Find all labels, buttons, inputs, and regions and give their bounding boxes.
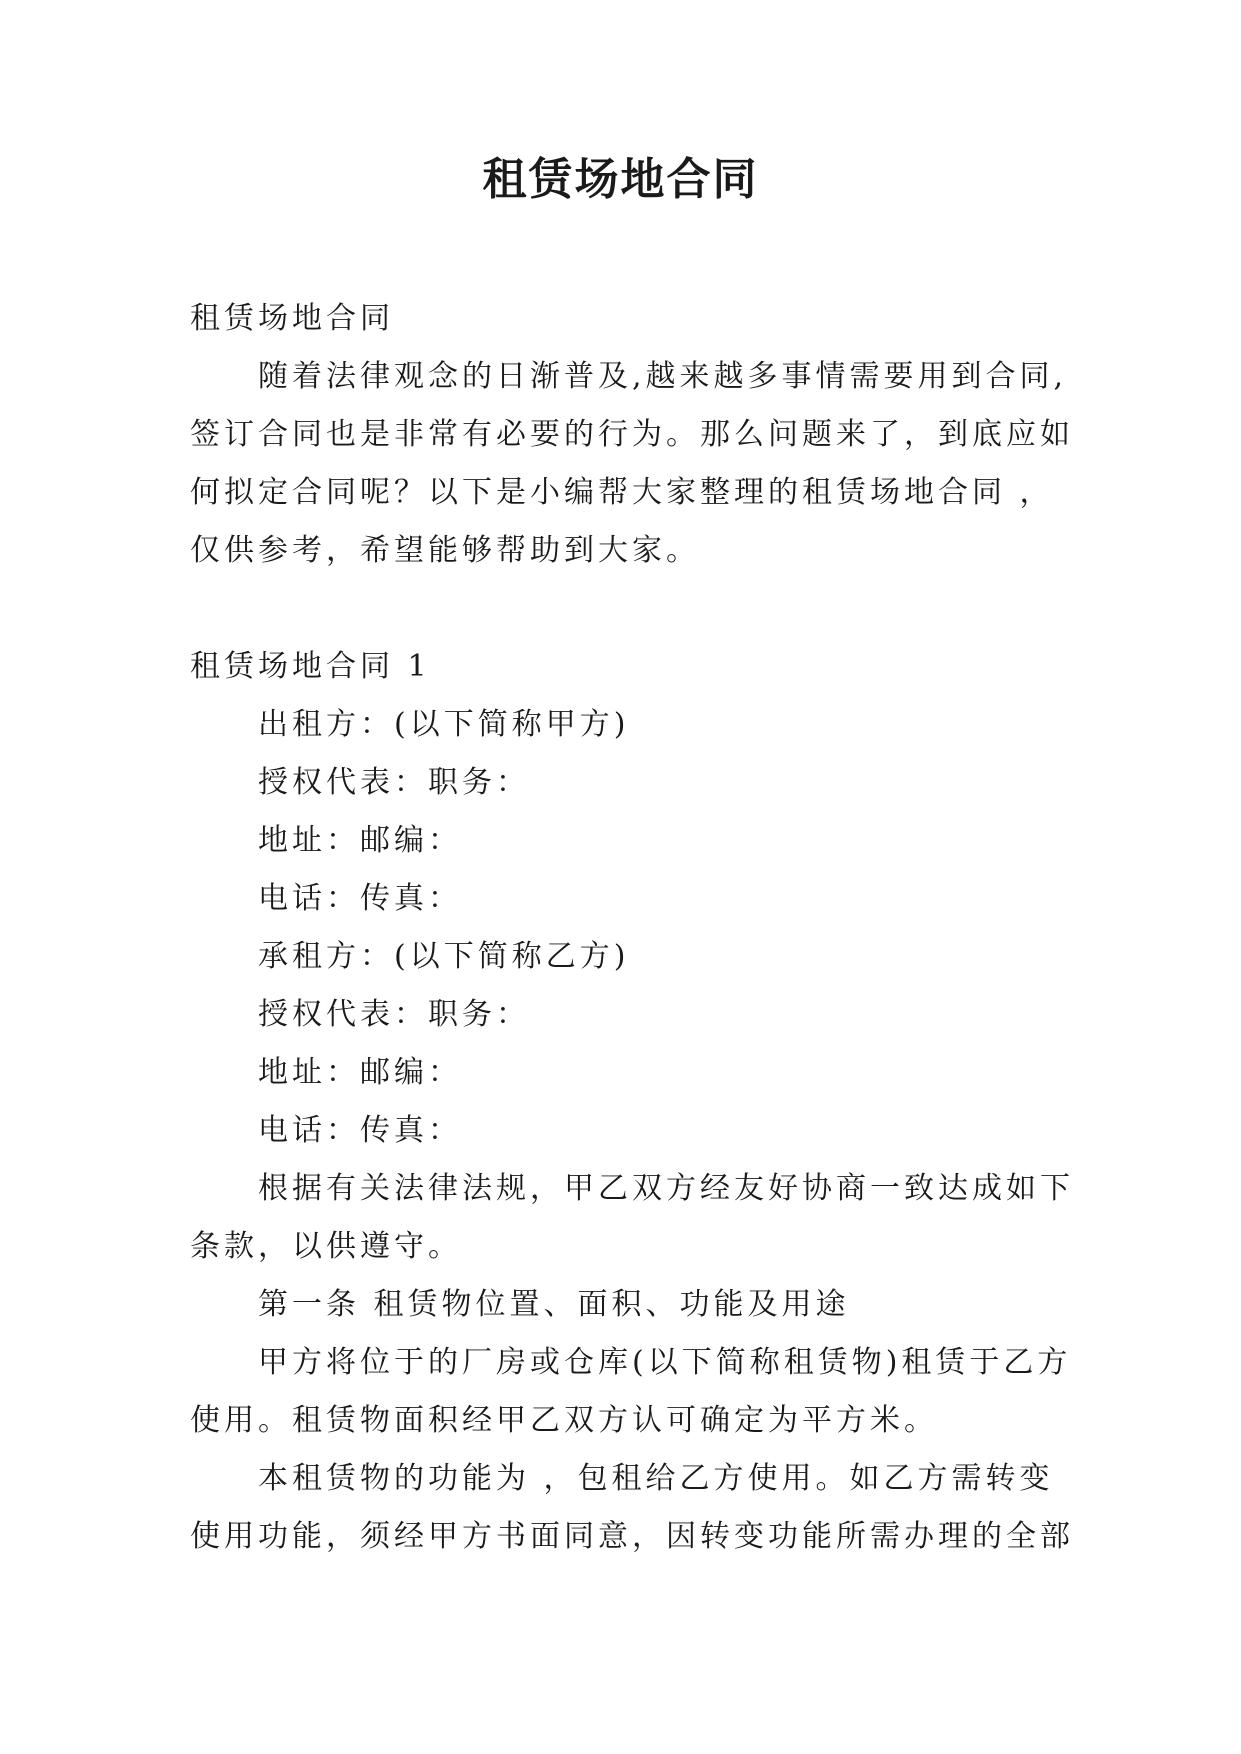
lessee-line: 承租方：(以下简称乙方) bbox=[258, 939, 630, 974]
lessor-representative-line: 授权代表：职务： bbox=[258, 765, 530, 800]
document-title: 租赁场地合同 bbox=[482, 154, 759, 205]
contract-heading: 租赁场地合同 1 bbox=[190, 649, 431, 684]
article-1-paragraph-1-line-2: 使用。租赁物面积经甲乙双方认可确定为平方米。 bbox=[190, 1403, 938, 1438]
basis-line-2: 条款，以供遵守。 bbox=[190, 1229, 462, 1264]
intro-line-3: 何拟定合同呢？以下是小编帮大家整理的租赁场地合同 ， bbox=[190, 475, 1054, 510]
article-1-paragraph-2-line-1: 本租赁物的功能为 ，包租给乙方使用。如乙方需转变 bbox=[258, 1461, 1054, 1496]
document-body bbox=[190, 290, 1074, 1566]
lessee-address-line: 地址：邮编： bbox=[258, 1055, 462, 1090]
intro-line-1: 随着法律观念的日渐普及,越来越多事情需要用到合同, bbox=[258, 359, 1068, 394]
lessee-representative-line: 授权代表：职务： bbox=[258, 997, 530, 1032]
lessee-phone-line: 电话：传真： bbox=[258, 1113, 462, 1148]
section-spacer bbox=[190, 580, 1052, 638]
article-1-paragraph-1-line-1: 甲方将位于的厂房或仓库(以下简称租赁物)租赁于乙方 bbox=[258, 1345, 1072, 1380]
lessor-phone-line: 电话：传真： bbox=[258, 881, 462, 916]
intro-line-2: 签订合同也是非常有必要的行为。那么问题来了，到底应如 bbox=[190, 417, 1074, 452]
lessor-line: 出租方：(以下简称甲方) bbox=[258, 707, 630, 742]
basis-line-1: 根据有关法律法规，甲乙双方经友好协商一致达成如下 bbox=[258, 1171, 1074, 1206]
lessor-address-line: 地址：邮编： bbox=[258, 823, 462, 858]
article-1-title: 第一条 租赁物位置、面积、功能及用途 bbox=[258, 1287, 850, 1322]
article-1-paragraph-2-line-2: 使用功能，须经甲方书面同意，因转变功能所需办理的全部 bbox=[190, 1519, 1074, 1554]
intro-line-4: 仅供参考，希望能够帮助到大家。 bbox=[190, 533, 700, 568]
intro-heading: 租赁场地合同 bbox=[190, 301, 394, 336]
